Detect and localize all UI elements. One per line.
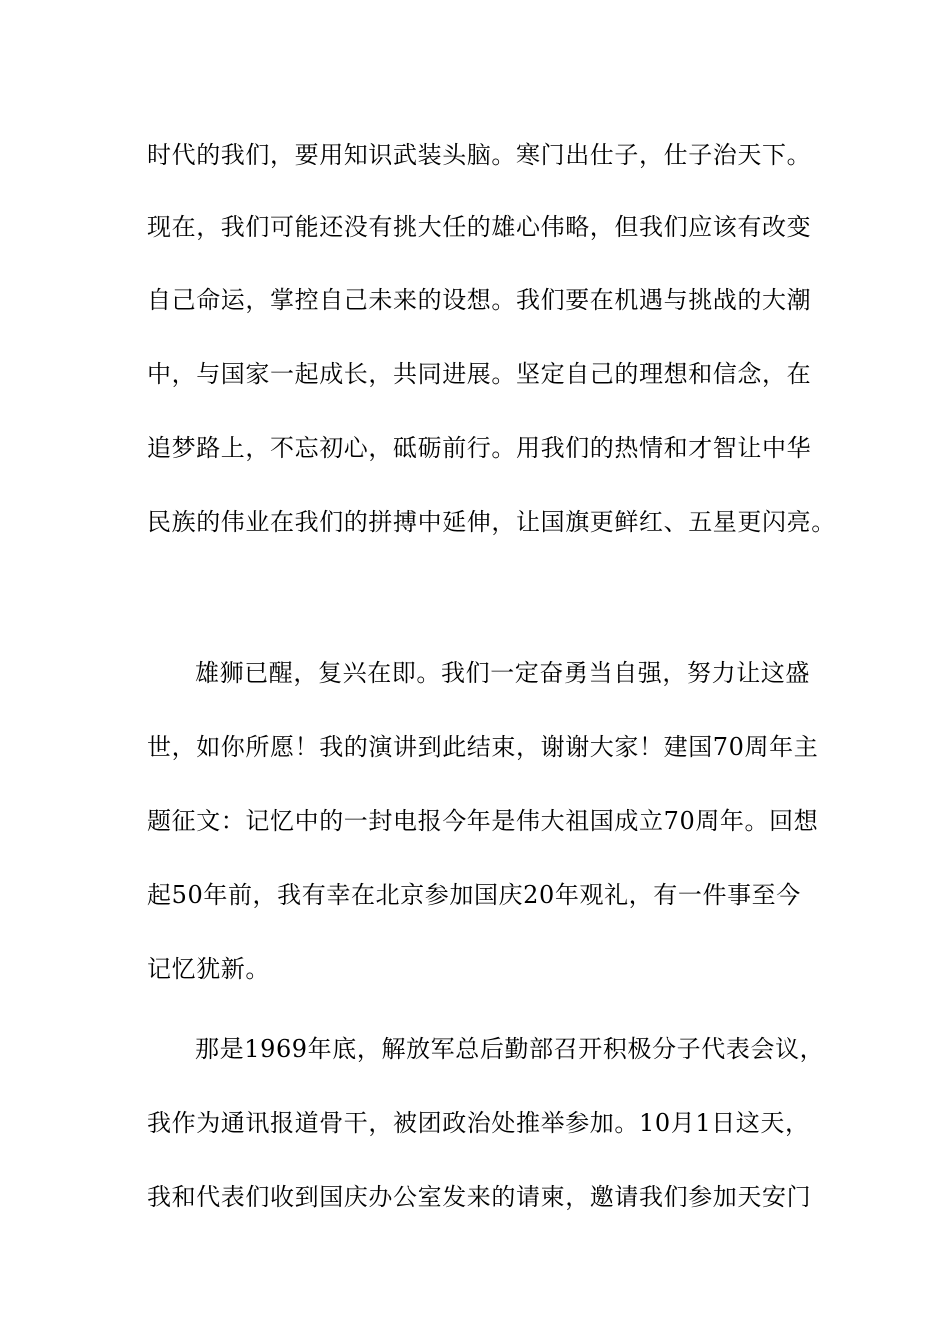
text-line: 世，如你所愿！我的演讲到此结束，谢谢大家！建国70周年主 [147, 733, 819, 761]
text-line: 中，与国家一起成长，共同进展。坚定自己的理想和信念，在 [147, 360, 812, 388]
text-line: 追梦路上，不忘初心，砥砺前行。用我们的热情和才智让中华 [147, 434, 812, 462]
text-line: 起50年前，我有幸在北京参加国庆20年观礼，有一件事至今 [147, 881, 801, 909]
text-line: 民族的伟业在我们的拼搏中延伸，让国旗更鲜红、五星更闪亮。 [147, 508, 836, 536]
text-line: 记忆犹新。 [147, 955, 270, 983]
text-line: 现在，我们可能还没有挑大任的雄心伟略，但我们应该有改变 [147, 213, 812, 241]
text-line: 题征文：记忆中的一封电报今年是伟大祖国成立70周年。回想 [147, 807, 819, 835]
text-line: 我作为通讯报道骨干，被团政治处推举参加。10月1日这天， [147, 1109, 810, 1137]
text-line: 我和代表们收到国庆办公室发来的请柬，邀请我们参加天安门 [147, 1183, 812, 1211]
text-line: 那是1969年底，解放军总后勤部召开积极分子代表会议， [195, 1035, 825, 1063]
text-line: 雄狮已醒，复兴在即。我们一定奋勇当自强，努力让这盛 [195, 659, 810, 687]
text-line: 时代的我们，要用知识武装头脑。寒门出仕子，仕子治天下。 [147, 141, 812, 169]
text-line: 自己命运，掌控自己未来的设想。我们要在机遇与挑战的大潮 [147, 286, 812, 314]
